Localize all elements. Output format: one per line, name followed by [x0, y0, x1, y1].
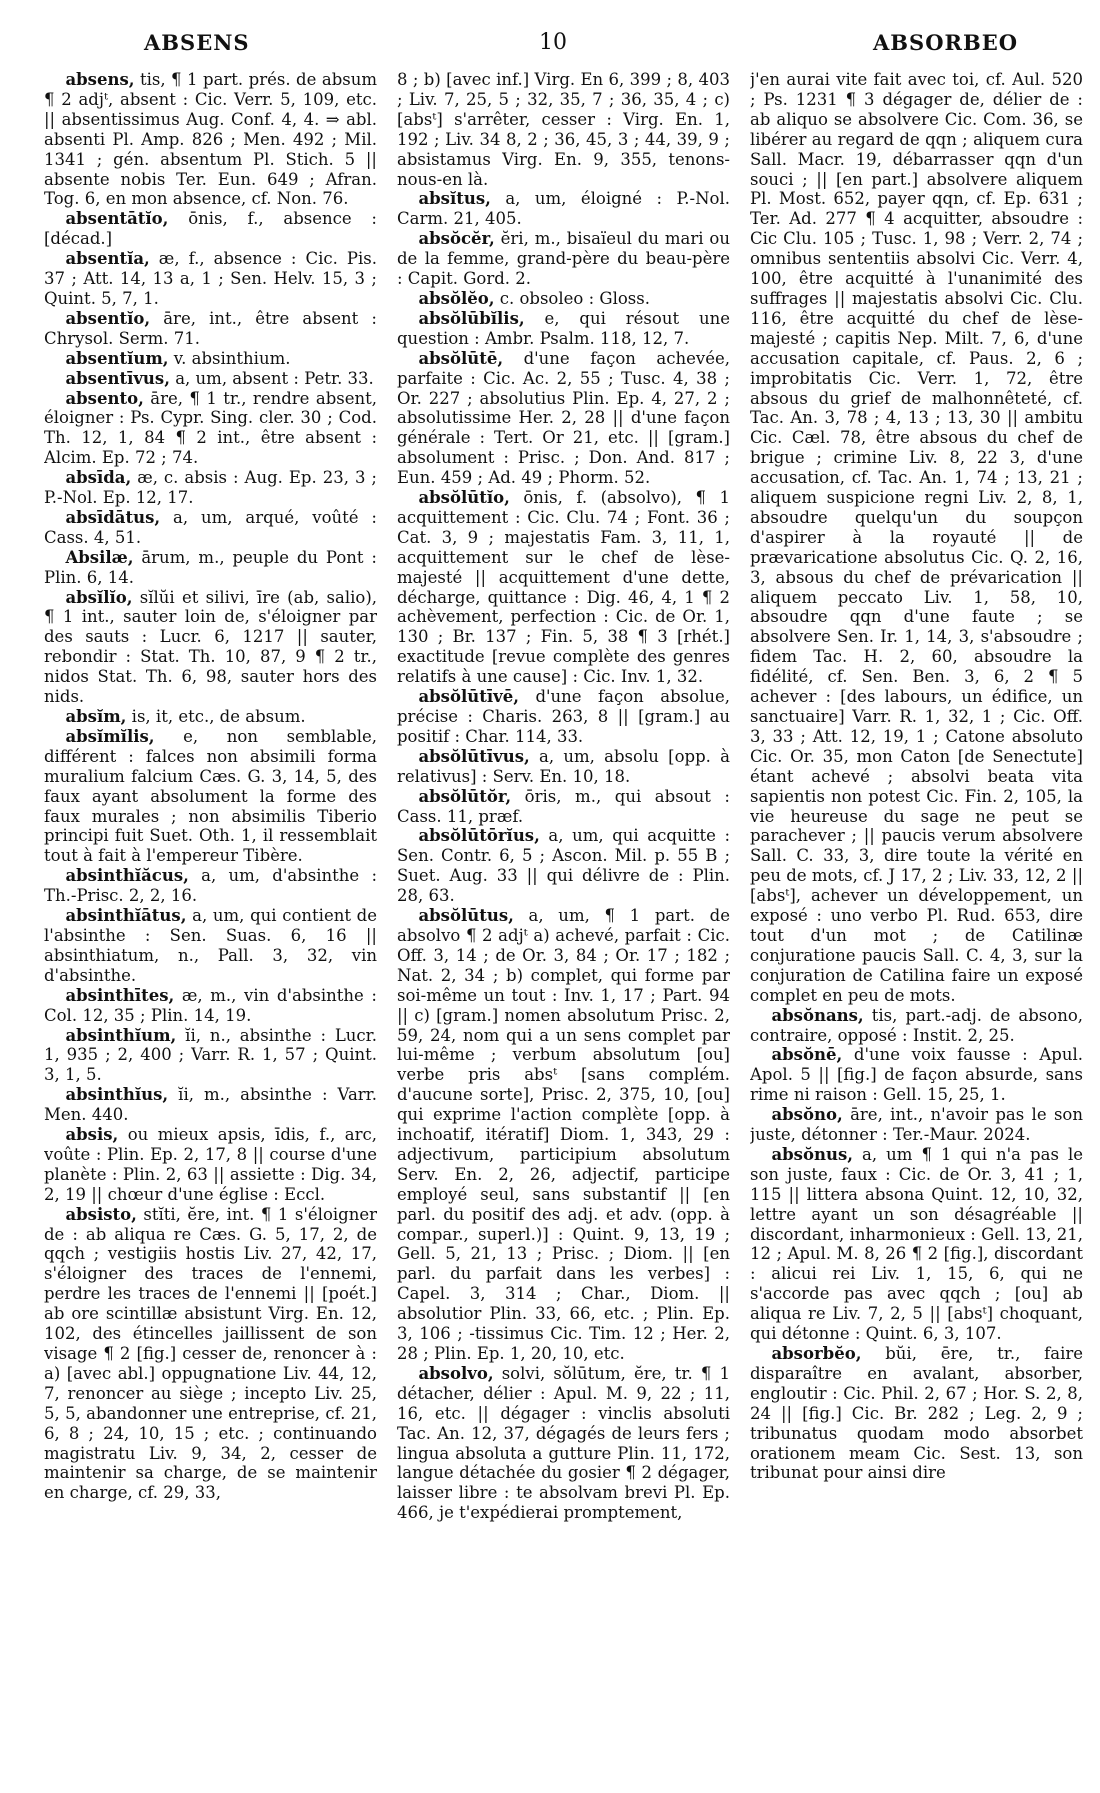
entry-definition: ōris, m., qui absout : Cass. 11, præf.	[397, 786, 730, 826]
entry-headword: absŏcĕr,	[418, 229, 495, 249]
dictionary-entry	[44, 349, 377, 369]
entry-definition: stĭti, ĕre, int. ¶ 1 s'éloigner de : ab aliqua re Cæs. G. 5, 17, 2, de qqch ; vestigiis hostis Liv. 27, 42, 17, s'éloigner des traces de l'ennemi, perdre les traces de l'ennemi || [poét.] ab ore scintillæ absistunt Virg. En. 12, 102, des étincelles jaillissent de son visage ¶ 2 [fig.] cesser de, renoncer à : a) [avec abl.] oppugnatione Liv. 44, 12, 7, renoncer au siège ; incepto Liv. 25, 5, 5, abandonner une entreprise, cf. 21, 6, 8 ; 24, 10, 15 ; etc. ; continuando magistratu Liv. 9, 34, 2, cesser de maintenir sa charge, de se maintenir en charge, cf. 29, 33,	[44, 1204, 377, 1503]
dictionary-entry	[750, 70, 1083, 1006]
dictionary-entry	[44, 866, 377, 906]
dictionary-columns	[44, 70, 1084, 1785]
entry-headword: absŏlĕo,	[418, 288, 495, 308]
entry-headword: absinthītes,	[65, 985, 175, 1005]
entry-headword: absinthĭăcus,	[65, 866, 189, 886]
dictionary-entry	[397, 687, 730, 747]
entry-definition: c. obsoleo : Gloss.	[494, 288, 650, 308]
dictionary-entry	[44, 986, 377, 1026]
entry-definition: ĭi, m., absinthe : Varr. Men. 440.	[44, 1085, 377, 1125]
dictionary-entry	[44, 1125, 377, 1205]
entry-headword: absorbĕo,	[771, 1344, 862, 1363]
entry-definition: a, um ¶ 1 qui n'a pas le son juste, faux : Cic. de Or. 3, 41 ; 1, 115 || littera absona Quint. 12, 10, 32, lettre ayant un son désagréable || discordant, inharmonieux : Gell. 13, 21, 12 ; Apul. M. 8, 26 ¶ 2 [fig.], discordant : alicui rei Liv. 1, 15, 6, qui ne s'accorde pas avec qqch ; [ou] ab aliqua re Liv. 7, 2, 5 || [absᵗ] choquant, qui détonne : Quint. 6, 3, 107.	[750, 1144, 1083, 1344]
dictionary-entry	[750, 1344, 1083, 1483]
entry-definition: solvi, sŏlūtum, ĕre, tr. ¶ 1 détacher, délier : Apul. M. 9, 22 ; 11, 16, etc. || dégager : vinclis absoluti Tac. An. 12, 37, dégagés de leurs fers ; lingua absoluta a gutture Plin. 11, 172, langue détachée du gosier ¶ 2 dégager, laisser libre : te absolvam brevi Pl. Ep. 466, je t'expédierai promptement,	[397, 1363, 730, 1523]
dictionary-entry	[44, 209, 377, 249]
entry-headword: absŏlūtĭo,	[418, 488, 510, 508]
entry-definition: bŭi, ēre, tr., faire disparaître en avalant, absorber, engloutir : Cic. Phil. 2, 67 ; Hor. S. 2, 8, 24 || [fig.] Cic. Br. 282 ; Leg. 2, 9 ; tribunatus quodam modo absorbet orationem meam Cic. Sest. 13, son tribunat pour ainsi dire	[750, 1344, 1083, 1483]
dictionary-entry	[397, 747, 730, 787]
entry-headword: absŏlūtus,	[418, 906, 514, 926]
page-header	[44, 30, 1070, 60]
entry-headword: absŏlūtīvus,	[418, 746, 530, 766]
entry-headword: absinthĭum,	[65, 1025, 177, 1045]
entry-definition: tis, part.-adj. de absono, contraire, opposé : Instit. 2, 25.	[750, 1005, 1083, 1045]
entry-definition: d'une voix fausse : Apul. Apol. 5 || [fig.] de façon absurde, sans rime ni raison : Gell. 15, 25, 1.	[750, 1045, 1083, 1105]
entry-definition: ōnis, f. (absolvo), ¶ 1 acquittement : Cic. Clu. 74 ; Font. 36 ; Cat. 3, 9 ; majestatis Fam. 3, 11, 1, acquittement sur le chef de lèse-majesté || acquittement d'une dette, décharge, quittance : Dig. 46, 4, 1 ¶ 2 achèvement, perfection : Cic. de Or. 1, 130 ; Br. 137 ; Fin. 5, 38 ¶ 3 [rhét.] exactitude [revue complète des genres relatifs à une cause] : Cic. Inv. 1, 32.	[397, 488, 730, 687]
dictionary-entry	[397, 1364, 730, 1523]
dictionary-entry	[44, 1026, 377, 1086]
dictionary-entry	[44, 249, 377, 309]
column-3	[750, 70, 1083, 1785]
entry-headword: absŏnus,	[771, 1144, 853, 1164]
dictionary-entry	[397, 906, 730, 1364]
entry-definition: a, um, arqué, voûté : Cass. 4, 51.	[44, 507, 377, 547]
entry-definition: a, um, d'absinthe : Th.-Prisc. 2, 2, 16.	[44, 866, 377, 906]
entry-headword: absinthĭātus,	[65, 906, 187, 926]
entry-definition: æ, c. absis : Aug. Ep. 23, 3 ; P.-Nol. Ep. 12, 17.	[44, 468, 377, 508]
entry-definition: sĭlŭi et silivi, īre (ab, salio), ¶ 1 int., sauter loin de, s'éloigner par des sauts : Lucr. 6, 1217 || sauter, rebondir : Stat. Th. 10, 87, 9 ¶ 2 tr., nidos Stat. Th. 6, 98, sauter hors des nids.	[44, 587, 377, 707]
header-last-headword: ABSORBEO	[872, 30, 1018, 55]
entry-headword: absinthĭus,	[65, 1085, 169, 1105]
dictionary-entry	[397, 70, 730, 189]
dictionary-entry	[750, 1105, 1083, 1145]
entry-definition: ōnis, f., absence : [décad.]	[44, 209, 377, 249]
dictionary-entry	[44, 508, 377, 548]
dictionary-entry	[44, 1085, 377, 1125]
entry-headword: absento,	[65, 388, 144, 408]
dictionary-entry	[44, 1205, 377, 1504]
dictionary-entry	[44, 727, 377, 866]
entry-definition: æ, m., vin d'absinthe : Col. 12, 35 ; Plin. 14, 19.	[44, 985, 377, 1025]
dictionary-entry	[44, 369, 377, 389]
entry-headword: absĭtus,	[418, 189, 491, 209]
entry-headword: absentātĭo,	[65, 209, 169, 229]
entry-headword: absŏnē,	[771, 1045, 843, 1065]
entry-definition: v. absinthium.	[168, 348, 291, 368]
dictionary-entry	[397, 826, 730, 906]
entry-definition: ĕri, m., bisaïeul du mari ou de la femme, grand-père du beau-père : Capit. Gord. 2.	[397, 229, 730, 289]
dictionary-entry	[397, 189, 730, 229]
entry-definition: āre, int., être absent : Chrysol. Serm. 71.	[44, 308, 377, 348]
entry-headword: absens,	[65, 70, 135, 89]
entry-headword: absŏlūtē,	[418, 348, 504, 368]
dictionary-entry	[44, 548, 377, 588]
entry-headword: absŏnans,	[771, 1005, 864, 1025]
entry-definition: is, it, etc., de absum.	[126, 707, 306, 726]
entry-headword: absĭmĭlis,	[65, 726, 155, 746]
entry-definition: e, non semblable, différent : falces non absimili forma muralium falcium Cæs. G. 3, 14, 5, des faux ayant absolument la forme des faux murales ; non absimilis Tiberio principi fuit Suet. Oth. 1, il ressemblait tout à fait à l'empereur Tibère.	[44, 726, 377, 866]
entry-definition: a, um, absent : Petr. 33.	[169, 368, 374, 388]
entry-definition: ou mieux apsis, īdis, f., arc, voûte : Plin. Ep. 2, 17, 8 || course d'une planète : Plin. 2, 63 || assiette : Dig. 34, 2, 19 || chœur d'une église : Eccl.	[44, 1125, 377, 1204]
dictionary-entry	[397, 289, 730, 309]
entry-headword: absentĭum,	[65, 348, 169, 368]
entry-headword: absīdātus,	[65, 507, 161, 527]
entry-definition: āre, int., n'avoir pas le son juste, détonner : Ter.-Maur. 2024.	[750, 1105, 1083, 1145]
dictionary-entry	[750, 1006, 1083, 1046]
header-first-headword: ABSENS	[144, 30, 250, 55]
entry-definition: a, um, éloigné : P.-Nol. Carm. 21, 405.	[397, 189, 730, 229]
entry-definition: ārum, m., peuple du Pont : Plin. 6, 14.	[44, 547, 377, 587]
entry-definition: e, qui résout une question : Ambr. Psalm. 118, 12, 7.	[397, 308, 730, 348]
dictionary-entry	[44, 906, 377, 986]
dictionary-entry	[44, 389, 377, 469]
entry-definition: ĭi, n., absinthe : Lucr. 1, 935 ; 2, 400 ; Varr. R. 1, 57 ; Quint. 3, 1, 5.	[44, 1025, 377, 1085]
entry-definition: d'une façon absolue, précise : Charis. 263, 8 || [gram.] au positif : Char. 114, 33.	[397, 687, 730, 746]
entry-headword: absŏlūtŏr,	[418, 786, 512, 806]
dictionary-entry	[750, 1145, 1083, 1344]
dictionary-entry	[44, 309, 377, 349]
dictionary-entry	[44, 468, 377, 508]
entry-headword: absĭm,	[65, 707, 127, 726]
entry-headword: absentĭo,	[65, 308, 151, 328]
dictionary-entry	[44, 70, 377, 209]
entry-headword: absŏno,	[771, 1105, 843, 1125]
entry-headword: absŏlūtīvē,	[418, 687, 519, 707]
entry-headword: absis,	[65, 1125, 119, 1145]
entry-definition: æ, f., absence : Cic. Pis. 37 ; Att. 14, 13 a, 1 ; Sen. Helv. 15, 3 ; Quint. 5, 7, 1.	[44, 249, 377, 308]
dictionary-entry	[397, 229, 730, 289]
dictionary-entry	[44, 707, 377, 727]
entry-headword: absīda,	[65, 468, 132, 488]
entry-definition: a, um, qui contient de l'absinthe : Sen. Suas. 6, 16 || absinthiatum, n., Pall. 3, 32, vin d'absinthe.	[44, 906, 377, 985]
entry-headword: absisto,	[65, 1204, 137, 1224]
entry-definition: j'en aurai vite fait avec toi, cf. Aul. 520 ; Ps. 1231 ¶ 3 dégager de, délier de : ab aliquo se absolvere Cic. Com. 36, se libérer au regard de qqn ; aliquem cura Sall. Macr. 19, débarrasser qqn d'un souci ; || [en part.] absolvere aliquem Pl. Most. 652, payer qqn, cf. Ep. 631 ; Ter. Ad. 277 ¶ 4 acquitter, absoudre : Cic Clu. 105 ; Tusc. 1, 98 ; Verr. 2, 74 ; omnibus sententiis absolvi Cic. Verr. 4, 100, être acquitté à l'unanimité des suffrages || majestatis absolvi Cic. Clu. 116, être acquitté du chef de lèse-majesté ; capitis Nep. Milt. 7, 6, d'une accusation capitale, cf. Paus. 2, 6 ; improbitatis Cic. Verr. 1, 72, être absous du grief de malhonnêteté, cf. Tac. An. 3, 78 ; 4, 13 ; 13, 30 || ambitu Cic. Cæl. 78, être absous du chef de brigue ; crimine Liv. 8, 22 3, d'une accusation, cf. Tac. An. 1, 74 ; 13, 21 ; aliquem suspicione regni Liv. 2, 8, 1, absoudre quelqu'un du soupçon d'aspirer à la royauté || de prævaricatione absolutus Cic. Q. 2, 16, 3, absous du chef de prévarication || aliquem peccato Liv. 1, 58, 10, absoudre qqn d'une faute ; se absolvere Sen. Ir. 1, 14, 3, s'absoudre ; fidem Tac. H. 2, 60, absoudre la fidélité, cf. Sen. Ben. 3, 6, 2 ¶ 5 achever : [des labours, un édifice, un sanctuaire] Varr. R. 1, 32, 1 ; Cic. Off. 3, 33 ; Att. 12, 19, 1 ; Catone absoluto Cic. Or. 35, mon Caton [de Senectute] étant achevé ; absolvi beata vita sapientis non potest Cic. Fin. 2, 105, la vie heureuse du sage ne peut se parachever ; || paucis verum absolvere Sall. C. 33, 3, dire toute la vérité en peu de mots, cf. J 17, 2 ; Liv. 33, 12, 2 || [absᵗ], achever un développement, un exposé : uno verbo Pl. Rud. 653, dire tout d'un mot ; de Catilinæ conjuratione paucis Sall. C. 4, 3, sur la conjuration de Catilina faire un exposé complet en peu de mots.	[750, 70, 1083, 1005]
dictionary-entry	[397, 787, 730, 827]
entry-headword: absentīvus,	[65, 368, 170, 388]
dictionary-entry	[397, 309, 730, 349]
dictionary-entry	[397, 488, 730, 687]
entry-definition: d'une façon achevée, parfaite : Cic. Ac. 2, 55 ; Tusc. 4, 38 ; Or. 227 ; absolutius Plin. Ep. 4, 27, 2 ; absolutissime Her. 2, 28 || d'une façon générale : Tert. Or 21, etc. || [gram.] absolument : Prisc. ; Don. And. 817 ; Eun. 459 ; Ad. 49 ; Phorm. 52.	[397, 348, 730, 488]
entry-headword: absŏlūtōrĭus,	[418, 826, 540, 846]
dictionary-entry	[44, 588, 377, 707]
entry-headword: absĭlĭo,	[65, 587, 133, 607]
page-number: 10	[539, 30, 567, 55]
entry-headword: absentĭa,	[65, 249, 150, 269]
entry-definition: a, um, qui acquitte : Sen. Contr. 6, 5 ; Ascon. Mil. p. 55 B ; Suet. Aug. 33 || qui délivre de : Plin. 28, 63.	[397, 826, 730, 906]
entry-definition: tis, ¶ 1 part. prés. de absum ¶ 2 adjᵗ, absent : Cic. Verr. 5, 109, etc. || absentissimus Aug. Conf. 4, 4. ⇒ abl. absenti Pl. Amp. 826 ; Men. 492 ; Mil. 1341 ; gén. absentum Pl. Stich. 5 || absente nobis Ter. Eun. 649 ; Afran. Tog. 6, en mon absence, cf. Non. 76.	[44, 70, 377, 209]
dictionary-entry	[397, 349, 730, 488]
entry-headword: absolvo,	[418, 1363, 494, 1383]
entry-definition: 8 ; b) [avec inf.] Virg. En 6, 399 ; 8, 403 ; Liv. 7, 25, 5 ; 32, 35, 7 ; 36, 35, 4 ; c) [absᵗ] s'arrêter, cesser : Virg. En. 1, 192 ; Liv. 34 8, 2 ; 36, 45, 3 ; 44, 39, 9 ; absistamus Virg. En. 9, 355, tenons-nous-en là.	[397, 70, 730, 189]
entry-definition: a, um, absolu [opp. à relativus] : Serv. En. 10, 18.	[397, 746, 730, 786]
entry-headword: absŏlūbĭlis,	[418, 308, 525, 328]
column-1	[44, 70, 377, 1785]
column-2	[397, 70, 730, 1785]
entry-definition: āre, ¶ 1 tr., rendre absent, éloigner : Ps. Cypr. Sing. cler. 30 ; Cod. Th. 12, 1, 84 ¶ 2 int., être absent : Alcim. Ep. 72 ; 74.	[44, 388, 377, 468]
dictionary-entry	[750, 1045, 1083, 1105]
entry-headword: Absilæ,	[65, 547, 134, 567]
entry-definition: a, um, ¶ 1 part. de absolvo ¶ 2 adjᵗ a) achevé, parfait : Cic. Off. 3, 14 ; de Or. 3, 84 ; Or. 17 ; 182 ; Nat. 2, 34 ; b) complet, qui forme par soi-même un tout : Inv. 1, 17 ; Part. 94 || c) [gram.] nomen absolutum Prisc. 2, 59, 24, nom qui a un sens complet par lui-même ; verbum absolutum [ou] verbe pris absᵗ [sans complém. d'aucune sorte], Prisc. 2, 375, 10, [ou] qui exprime l'action complète [opp. à inchoatif, itératif] Diom. 1, 343, 29 : adjectivum, participium absolutum Serv. En. 2, 26, adjectif, participe employé seul, sans substantif || [en parl. du positif des adj. et adv. (opp. à compar., superl.)] : Quint. 9, 13, 19 ; Gell. 5, 21, 13 ; Prisc. ; Diom. || [en parl. du parfait dans les verbes] : Capel. 3, 314 ; Char., Diom. || absolutior Plin. 33, 66, etc. ; Plin. Ep. 3, 106 ; -tissimus Cic. Tim. 12 ; Her. 2, 28 ; Plin. Ep. 1, 20, 10, etc.	[397, 906, 730, 1363]
